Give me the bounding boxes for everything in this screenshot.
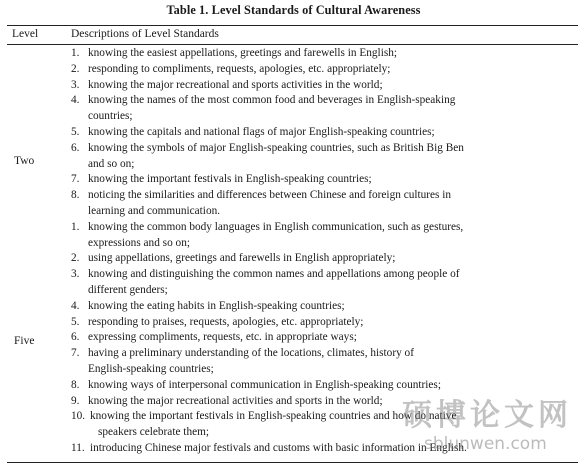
item-continuation: different genders; [88,284,168,296]
item-text: knowing the symbols of major English-speaking countries, such as British Big Ben [88,141,464,154]
list-item [71,330,357,345]
list-item [71,251,395,266]
item-number: 3. [71,268,80,281]
list-item [71,220,463,235]
item-number: 1. [71,220,80,233]
item-text: knowing the names of the most common food and beverages in English-speaking [88,94,456,107]
item-text: knowing the important festivals in English-speaking countries; [88,173,372,186]
list-item [71,125,435,140]
item-text: knowing the common body languages in English communication, such as gestures, [88,220,464,233]
level-label-five: Five [14,335,35,347]
list-item [71,409,456,424]
item-number: 8. [71,378,80,391]
item-number: 2. [71,62,80,75]
item-text: responding to compliments, requests, apologies, etc. appropriately; [88,62,391,75]
item-text: knowing the important festivals in English-speaking countries and how do native [90,410,457,423]
item-number: 5. [71,315,80,328]
list-item [71,315,363,330]
item-text: knowing and distinguishing the common names and appellations among people of [88,268,460,281]
item-continuation: expressions and so on; [88,236,190,249]
list-item [71,46,397,61]
item-number: 6. [71,331,80,344]
item-number: 7. [71,347,80,360]
item-number: 1. [71,47,80,59]
item-number: 4. [71,299,80,312]
item-number: 9. [71,394,80,407]
item-number: 6. [71,141,80,154]
bottom-rule [7,462,578,463]
item-text: using appellations, greetings and farewells in English appropriately; [88,252,396,265]
item-continuation: and so on; [88,157,135,170]
item-text: knowing ways of interpersonal communication in English-speaking countries; [88,378,441,391]
list-item [71,188,451,203]
item-number: 11. [71,442,85,454]
list-item [71,441,467,456]
watermark-url: sblunwen.com [424,434,547,454]
list-item [71,299,345,314]
header-rule [7,44,578,45]
item-text: introducing Chinese major festivals and customs with basic information in English. [90,442,467,454]
item-continuation: English-speaking countries; [88,363,214,375]
list-item [71,346,414,361]
list-item [71,394,383,409]
item-text: knowing the capitals and national flags of major English-speaking countries; [88,126,435,138]
list-item [71,267,459,282]
list-item [71,93,455,108]
item-continuation: learning and communication. [88,205,221,217]
list-item [71,172,372,187]
table-title: Table 1. Level Standards of Cultural Awareness [166,3,421,17]
item-text: knowing the major recreational and sports activities in the world; [88,78,383,91]
item-text: expressing compliments, requests, etc. in appropriate ways; [88,331,357,344]
item-number: 7. [71,173,80,186]
item-number: 3. [71,78,80,91]
item-continuation: countries; [88,110,133,123]
item-number: 2. [71,252,80,265]
item-text: knowing the eating habits in English-speaking countries; [88,299,345,312]
item-number: 10. [71,410,86,423]
item-continuation: speakers celebrate them; [98,426,210,439]
list-item [71,141,464,156]
item-text: noticing the similarities and differences between Chinese and foreign cultures in [88,189,452,202]
top-rule [7,25,578,26]
header-descriptions: Descriptions of Level Standards [71,28,219,40]
item-number: 8. [71,189,80,202]
list-item [71,78,383,93]
header-level: Level [12,28,39,40]
level-label-two: Two [14,155,35,167]
list-item [71,378,441,393]
item-text: knowing the easiest appellations, greetings and farewells in English; [88,47,398,59]
item-text: responding to praises, requests, apologies, etc. appropriately; [88,315,364,328]
item-number: 4. [71,94,80,107]
list-item [71,62,390,77]
item-number: 5. [71,126,80,138]
item-text: having a preliminary understanding of the locations, climates, history of [88,347,414,360]
item-text: knowing the major recreational activities and sports in the world; [88,394,383,407]
watermark-logo: 硕博论文网 [402,398,572,433]
